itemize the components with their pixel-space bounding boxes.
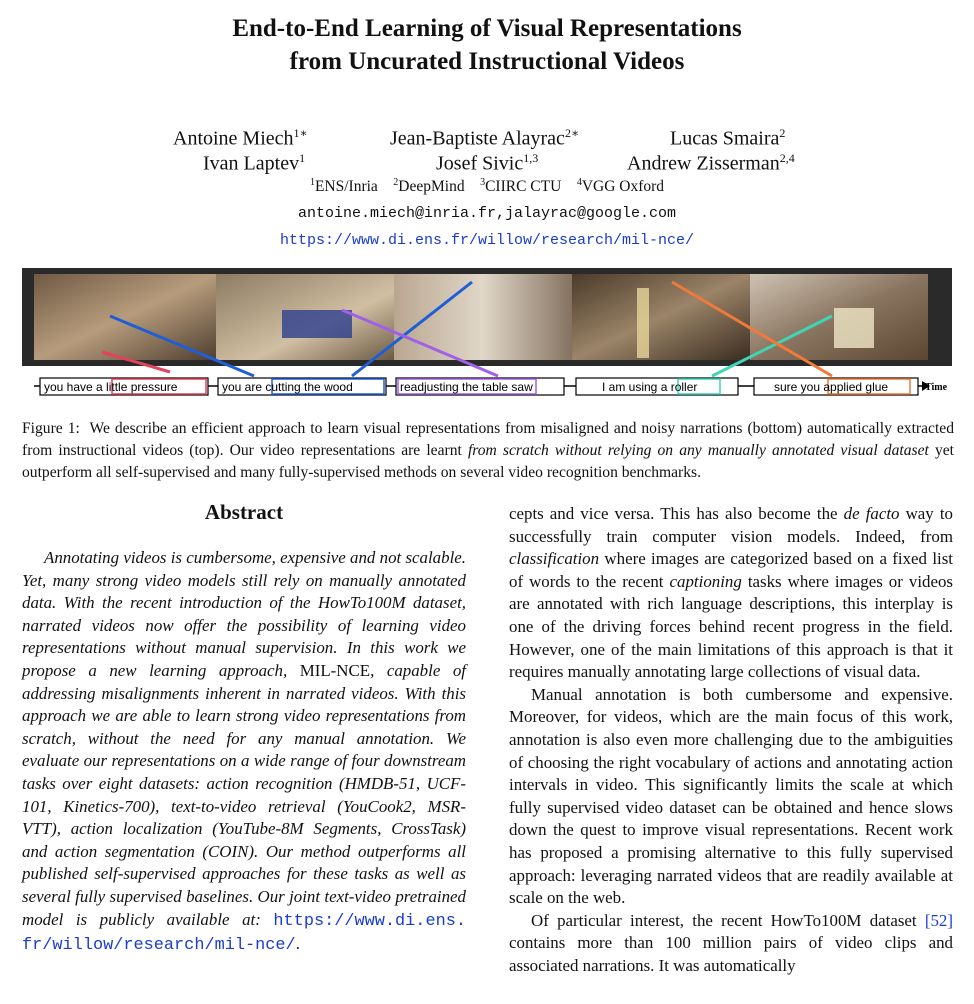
method-name: MIL-NCE: [299, 660, 371, 680]
author-4: Ivan Laptev$^1$: [203, 151, 306, 175]
title-line-2: from Uncurated Instructional Videos: [289, 48, 685, 75]
time-label: Time: [925, 382, 948, 393]
author-2: Jean-Baptiste Alayrac$^{2∗}$: [390, 126, 580, 150]
narration-4: I am using a roller: [602, 380, 698, 394]
citation-52[interactable]: [52]: [924, 910, 953, 930]
intro-paragraph-3: Of particular interest, the recent HowTo100M dataset [52] contains more than 100 million pairs of video clips and associated narrations. It was automatically: [509, 910, 953, 975]
introduction-body: [509, 503, 953, 977]
glue-bottle: [637, 288, 649, 358]
title-line-1: End-to-End Learning of Visual Representations: [232, 15, 742, 42]
author-3: Lucas Smaira$^2$: [670, 126, 786, 150]
author-emails: antoine.miech@inria.fr,jalayrac@google.com: [297, 205, 677, 222]
intro-paragraph-1: cepts and vice versa. This has also become the de facto way to successfully train computer vision models. Indeed, from classification where images are categorized based on a fixed list of words to the recent captioning tasks where images or videos are annotated with rich language descriptions, this interplay is one of the driving forces behind recent progress in the field. However, one of the main limitations of this approach is that it requires manually annotating large collections of visual data.: [509, 504, 954, 682]
frame-4: [572, 274, 750, 360]
author-1: Antoine Miech$^{1∗}$: [173, 126, 308, 150]
roller: [834, 308, 874, 348]
model-link[interactable]: https://www.di.ens. fr/willow/research/mil-nce/: [22, 911, 466, 956]
video-frames: [34, 274, 928, 360]
abstract-heading: Abstract: [204, 500, 284, 524]
narration-2: you are cutting the wood: [222, 380, 353, 394]
figure-1: [22, 268, 952, 400]
frame-1: [34, 274, 216, 360]
project-url-link[interactable]: https://www.di.ens.fr/willow/research/mil-nce/: [279, 232, 695, 249]
narrations: [40, 378, 918, 395]
narration-1: you have a little pressure: [44, 380, 178, 394]
figure-caption: Figure 1: We describe an efficient approach to learn visual representations from misaligned and noisy narrations (bottom) automatically extracted from instructional videos (top). Our video representations are learnt from scratch without relying on any manually annotated visual dataset yet outperform all self-supervised and many fully-supervised methods on several video recognition benchmarks.: [22, 420, 954, 481]
narration-3: readjusting the table saw: [400, 380, 533, 394]
intro-paragraph-2: Manual annotation is both cumbersome and expensive. Moreover, for videos, which are the main focus of this work, annotation is also even more challenging due to the ambiguities of choosing the right vocabulary of actions and annotating action intervals in video. This significantly limits the scale at which fully supervised video dataset can be obtained and hence slows down the quest to improve visual representations. Recent work has proposed a promising alternative to this fully supervised approach: leveraging narrated videos that are readily available at scale on the web.: [509, 684, 953, 908]
author-5: Josef Sivic$^{1,3}$: [436, 151, 539, 175]
author-6: Andrew Zisserman$^{2,4}$: [627, 151, 795, 175]
blue-clamp: [282, 310, 352, 338]
narration-5: sure you applied glue: [774, 380, 889, 394]
abstract-body: Annotating videos is cumbersome, expensive and not scalable. Yet, many strong video models still rely on manually annotated data. With the recent introduction of the HowTo100M dataset, narrated videos now offer the possibility of learning video representations without manual supervision. In this work we propose a new learning approach, MIL-NCE, capable of addressing misalignments inherent in narrated videos. With this approach we are able to learn strong video representations from scratch, without the need for any manual annotation. We evaluate our representations on a wide range of four downstream tasks over eight datasets: action recognition (HMDB-51, UCF-101, Kinetics-700), text-to-video retrieval (YouCook2, MSR-VTT), action localization (YouTube-8M Segments, CrossTask) and action segmentation (COIN). Our method outperforms all published self-supervised approaches for these tasks as well as several fully supervised baselines. Our joint text-video pretrained model is publicly available at: https://www.di.ens. fr/willow/research/mil-nce/.: [22, 548, 466, 956]
affiliations: $^1$ENS/Inria $^2$DeepMind $^3$CIIRC CTU $^4$VGG Oxford: [309, 177, 665, 196]
figure-label: Figure 1:: [22, 420, 80, 437]
frame-3: [394, 274, 572, 360]
paper-title: [0, 12, 974, 78]
